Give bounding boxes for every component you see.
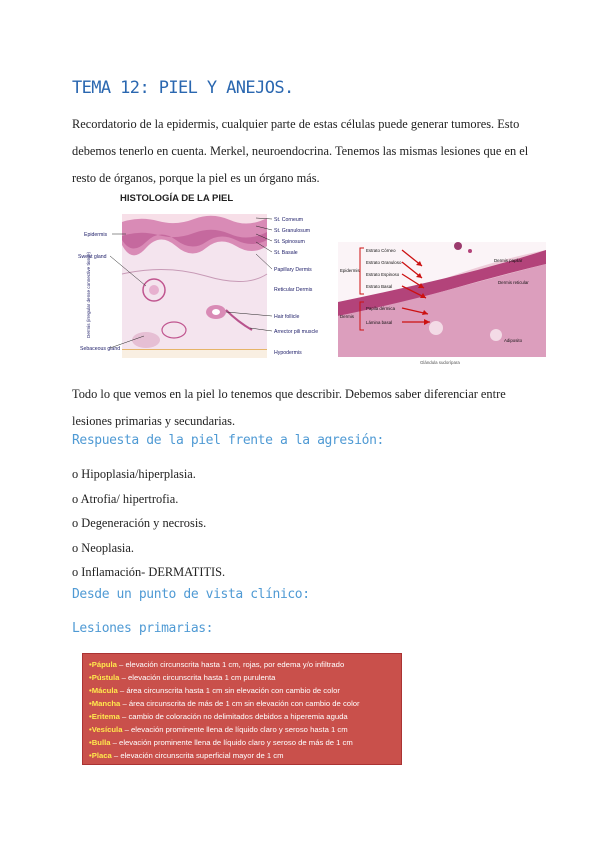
label-sweat-gland: Sweat gland <box>78 254 107 260</box>
skin-histology-figure <box>66 190 548 366</box>
lesion-desc: – área circunscrita de más de 1 cm sin elevación con cambio de color <box>120 699 360 708</box>
list-item: o Atrofia/ hipertrofia. <box>72 491 179 506</box>
label-reticular: Reticular Dermis <box>274 287 313 293</box>
primary-secondary-paragraph: Todo lo que vemos en la piel lo tenemos que describir. Debemos saber diferenciar entre lesiones primarias y secundarias. <box>72 387 506 428</box>
rlabel-lamina: Lámina basal <box>366 320 393 325</box>
lesion-desc: – elevación circunscrita hasta 1 cm purulenta <box>119 673 276 682</box>
label-arrector: Arrector pili muscle <box>274 329 319 335</box>
label-papillary: Papillary Dermis <box>274 267 312 273</box>
primary-lesions-box <box>82 653 402 765</box>
heading-primarias: Lesiones primarias: <box>72 621 214 636</box>
rlabel-dermis-reticular: Dermis reticular <box>498 280 529 285</box>
rlabel-adiposo: Adiposito <box>504 338 523 343</box>
lesion-desc: – elevación prominente llena de líquido claro y seroso hasta 1 cm <box>122 725 348 734</box>
lesion-desc: – elevación circunscrita hasta 1 cm, rojas, por edema y/o infiltrado <box>116 660 345 669</box>
page-title: TEMA 12: PIEL Y ANEJOS. <box>72 78 294 98</box>
rlabel-caption: Glándula sudorípara <box>420 360 460 365</box>
lesion-desc: – elevación prominente llena de líquido claro y seroso de más de 1 cm <box>110 738 353 747</box>
lesion-term: •Vesícula <box>89 725 123 734</box>
lesion-term: •Eritema <box>89 712 120 721</box>
rlabel-corneo: Estrato Córneo <box>366 248 396 253</box>
lesion-row <box>89 710 395 723</box>
lesion-row <box>89 723 395 736</box>
lesion-term: •Bulla <box>89 738 111 747</box>
label-granulosum: St. Granulosum <box>274 228 311 234</box>
list-item: o Neoplasia. <box>72 540 134 555</box>
label-basale: St. Basale <box>274 250 298 256</box>
label-sebaceous-gland: Sebaceous gland <box>80 346 121 352</box>
lesion-row <box>89 736 395 749</box>
rlabel-dermis-papilar: Dermis papilar <box>494 258 523 263</box>
lesion-term: •Mancha <box>89 699 121 708</box>
micrograph-photo <box>338 242 546 365</box>
rlabel-dermis: Dermis <box>340 314 354 319</box>
respuesta-list <box>72 462 225 585</box>
rlabel-papila: Papila dérmica <box>366 306 396 311</box>
intro-paragraph: Recordatorio de la epidermis, cualquier parte de estas células puede generar tumores. Esto debemos tenerlo en cuenta. Merkel, neuroendocrina. Tenemos las mismas lesiones que en el resto de órganos, porque la piel es un órgano más. <box>72 117 529 185</box>
histology-diagram <box>78 193 318 358</box>
heading-clinico: Desde un punto de vista clínico: <box>72 587 310 602</box>
rlabel-espinoso: Estrato Espinoso <box>366 272 400 277</box>
lesion-desc: – área circunscrita hasta 1 cm sin elevación con cambio de color <box>117 686 340 695</box>
heading-respuesta: Respuesta de la piel frente a la agresión: <box>72 433 384 448</box>
lesion-term: •Mácula <box>89 686 118 695</box>
lesion-term: •Placa <box>89 751 112 760</box>
rlabel-epidermis: Epidermis <box>340 268 360 273</box>
label-dermis-side: Dermis (irregular dense connective tissue) <box>86 251 91 338</box>
label-hypodermis: Hypodermis <box>274 350 302 356</box>
lesion-term: •Pústula <box>89 673 120 682</box>
list-item: o Inflamación- DERMATITIS. <box>72 565 226 579</box>
label-epidermis: Epidermis <box>84 232 108 238</box>
lesion-row <box>89 658 395 671</box>
list-item: o Degeneración y necrosis. <box>72 516 207 530</box>
list-item: o Hipoplasia/hiperplasia. <box>72 467 196 481</box>
rlabel-granuloso: Estrato Granuloso <box>366 260 402 265</box>
label-corneum: St. Corneum <box>274 217 304 223</box>
label-spinosum: St. Spinosum <box>274 239 305 245</box>
lesion-row <box>89 684 395 697</box>
lesion-row <box>89 697 395 710</box>
lesion-row <box>89 749 395 762</box>
figure-title: HISTOLOGÍA DE LA PIEL <box>120 193 234 204</box>
lesion-term: •Pápula <box>89 660 117 669</box>
lesion-desc: – elevación circunscrita superficial mayor de 1 cm <box>111 751 284 760</box>
lesion-desc: – cambio de coloración no delimitados debidos a hiperemia aguda <box>119 712 348 721</box>
label-hair-follicle: Hair follicle <box>274 314 300 320</box>
lesion-row <box>89 671 395 684</box>
rlabel-basal: Estrato Basal <box>366 284 393 289</box>
